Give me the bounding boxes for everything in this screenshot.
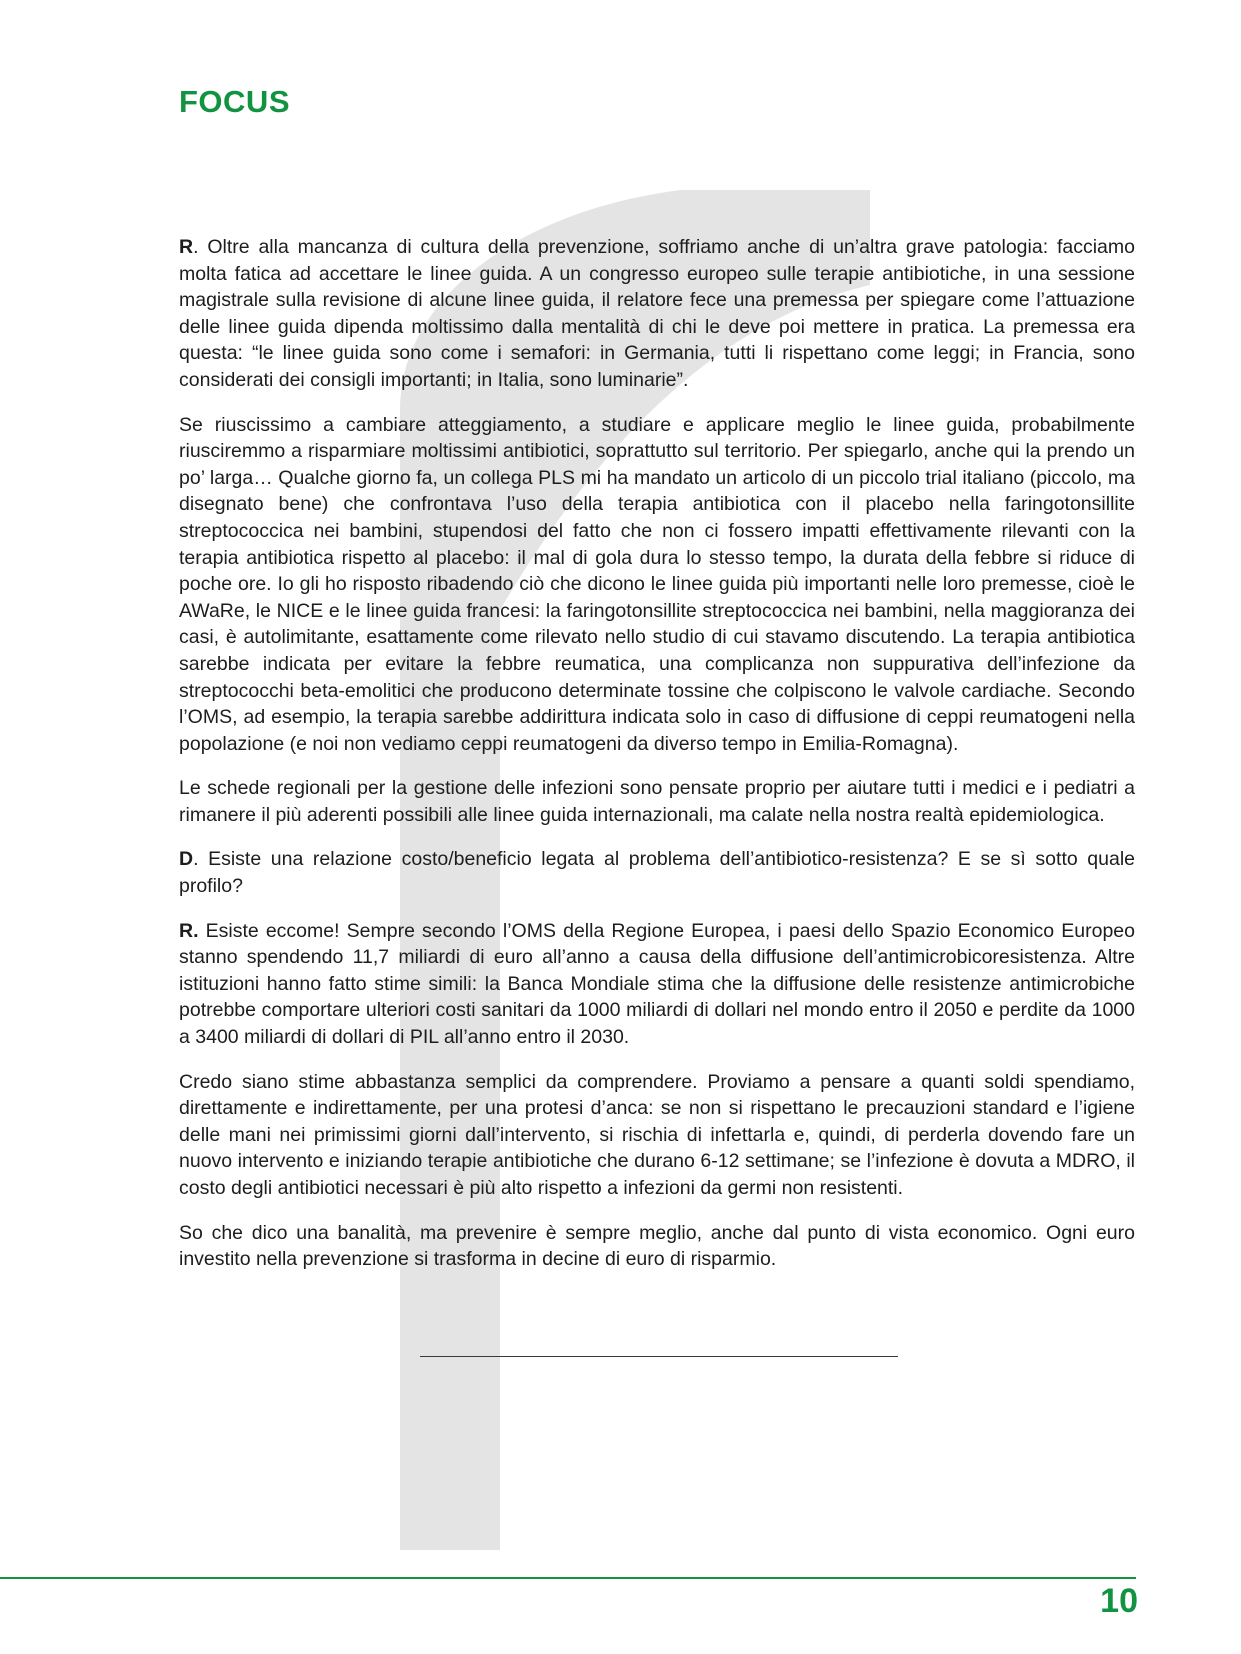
body-paragraph-3: Le schede regionali per la gestione delle infezioni sono pensate proprio per aiutare tutti i medici e i pediatri a rimanere il più aderenti possibili alle linee guida internazionali, ma calate nella nostra realtà epidemiologica.: [179, 777, 1135, 826]
paragraph-text: . Esiste una relazione costo/beneficio legata al problema dell’antibiotico-resistenza? E se sì sotto quale profilo?: [179, 848, 1135, 898]
answer-paragraph-2: [179, 918, 1135, 1051]
answer-marker: R.: [179, 919, 199, 942]
answer-paragraph-1: [179, 234, 1135, 394]
article-body: [179, 234, 1135, 1291]
footer-divider: [0, 1577, 1136, 1579]
paragraph-text: Esiste eccome! Sempre secondo l’OMS della Regione Europea, i paesi dello Spazio Economico Europeo stanno spendendo 11,7 miliardi di euro all’anno a causa della diffusione dell’antimicrobicoresistenza. Altre istituzioni hanno fatto stime simili: la Banca Mondiale stima che la diffusione delle resistenze antimicrobiche potrebbe comportare ulteriori costi sanitari da 1000 miliardi di dollari nel mondo entro il 2050 e perdite da 1000 a 3400 miliardi di dollari di PIL all’anno entro il 2030.: [179, 919, 1135, 1049]
paragraph-text: . Oltre alla mancanza di cultura della prevenzione, soffriamo anche di un’altra grave patologia: facciamo molta fatica ad accettare le linee guida. A un congresso europeo sulle terapie antibiotiche, in una sessione magistrale sulla revisione di alcune linee guida, il relatore fece una premessa per spiegare come l’attuazione delle linee guida dipenda moltissimo dalla mentalità di chi le deve poi mettere in pratica. La premessa era questa: “le linee guida sono come i semafori: in Germania, tutti li rispettano come leggi; in Francia, sono considerati dei consigli importanti; in Italia, sono luminarie”.: [179, 236, 1135, 391]
body-paragraph-6: Credo siano stime abbastanza semplici da comprendere. Proviamo a pensare a quanti soldi spendiamo, direttamente e indirettamente, per una protesi d’anca: se non si rispettano le precauzioni standard e l’igiene delle mani nei primissimi giorni dall’intervento, si rischia di infettarla e, quindi, di perderla dovendo fare un nuovo intervento e iniziando terapie antibiotiche che durano 6-12 settimane; se l’infezione è dovuta a MDRO, il costo degli antibiotici necessari è più alto rispetto a infezioni da germi non resistenti.: [179, 1070, 1135, 1199]
body-paragraph-7: So che dico una banalità, ma prevenire è sempre meglio, anche dal punto di vista economico. Ogni euro investito nella prevenzione si trasforma in decine di euro di risparmio.: [179, 1221, 1135, 1271]
section-title: FOCUS: [179, 84, 290, 119]
answer-marker: R: [179, 236, 194, 258]
body-paragraph-2: Se riuscissimo a cambiare atteggiamento, a studiare e applicare meglio le linee guida, probabilmente riusciremmo a risparmiare moltissimi antibiotici, soprattutto sul territorio. Per spiegarlo, anche qui la prendo un po’ larga… Qualche giorno fa, un collega PLS mi ha mandato un articolo di un piccolo trial italiano (piccolo, ma disegnato bene) che confrontava l’uso della terapia antibiotica con il placebo nella faringotonsillite streptococcica nei bambini, stupendosi del fatto che non ci fossero impatti effettivamente rilevanti con la terapia antibiotica rispetto al placebo: il mal di gola dura lo stesso tempo, la durata della febbre si riduce di poche ore. Io gli ho risposto ribadendo ciò che dicono le linee guida più importanti nelle loro premesse, cioè le AWaRe, le NICE e le linee guida francesi: la faringotonsillite streptococcica nei bambini, nella maggioranza dei casi, è autolimitante, esattamente come rilevato nello studio di cui stavamo discutendo. La terapia antibiotica sarebbe indicata per evitare la febbre reumatica, una complicanza non suppurativa dell’infezione da streptococchi beta-emolitici che producono determinate tossine che colpiscono le valvole cardiache. Secondo l’OMS, ad esempio, la terapia sarebbe addirittura indicata solo in caso di diffusione di ceppi reumatogeni nella popolazione (e noi non vediamo ceppi reumatogeni da diverso tempo in Emilia-Romagna).: [179, 413, 1135, 755]
page-number: 10: [1100, 1582, 1138, 1620]
question-marker: D: [179, 848, 194, 871]
question-paragraph: [179, 846, 1135, 899]
article-end-divider: [420, 1356, 898, 1357]
